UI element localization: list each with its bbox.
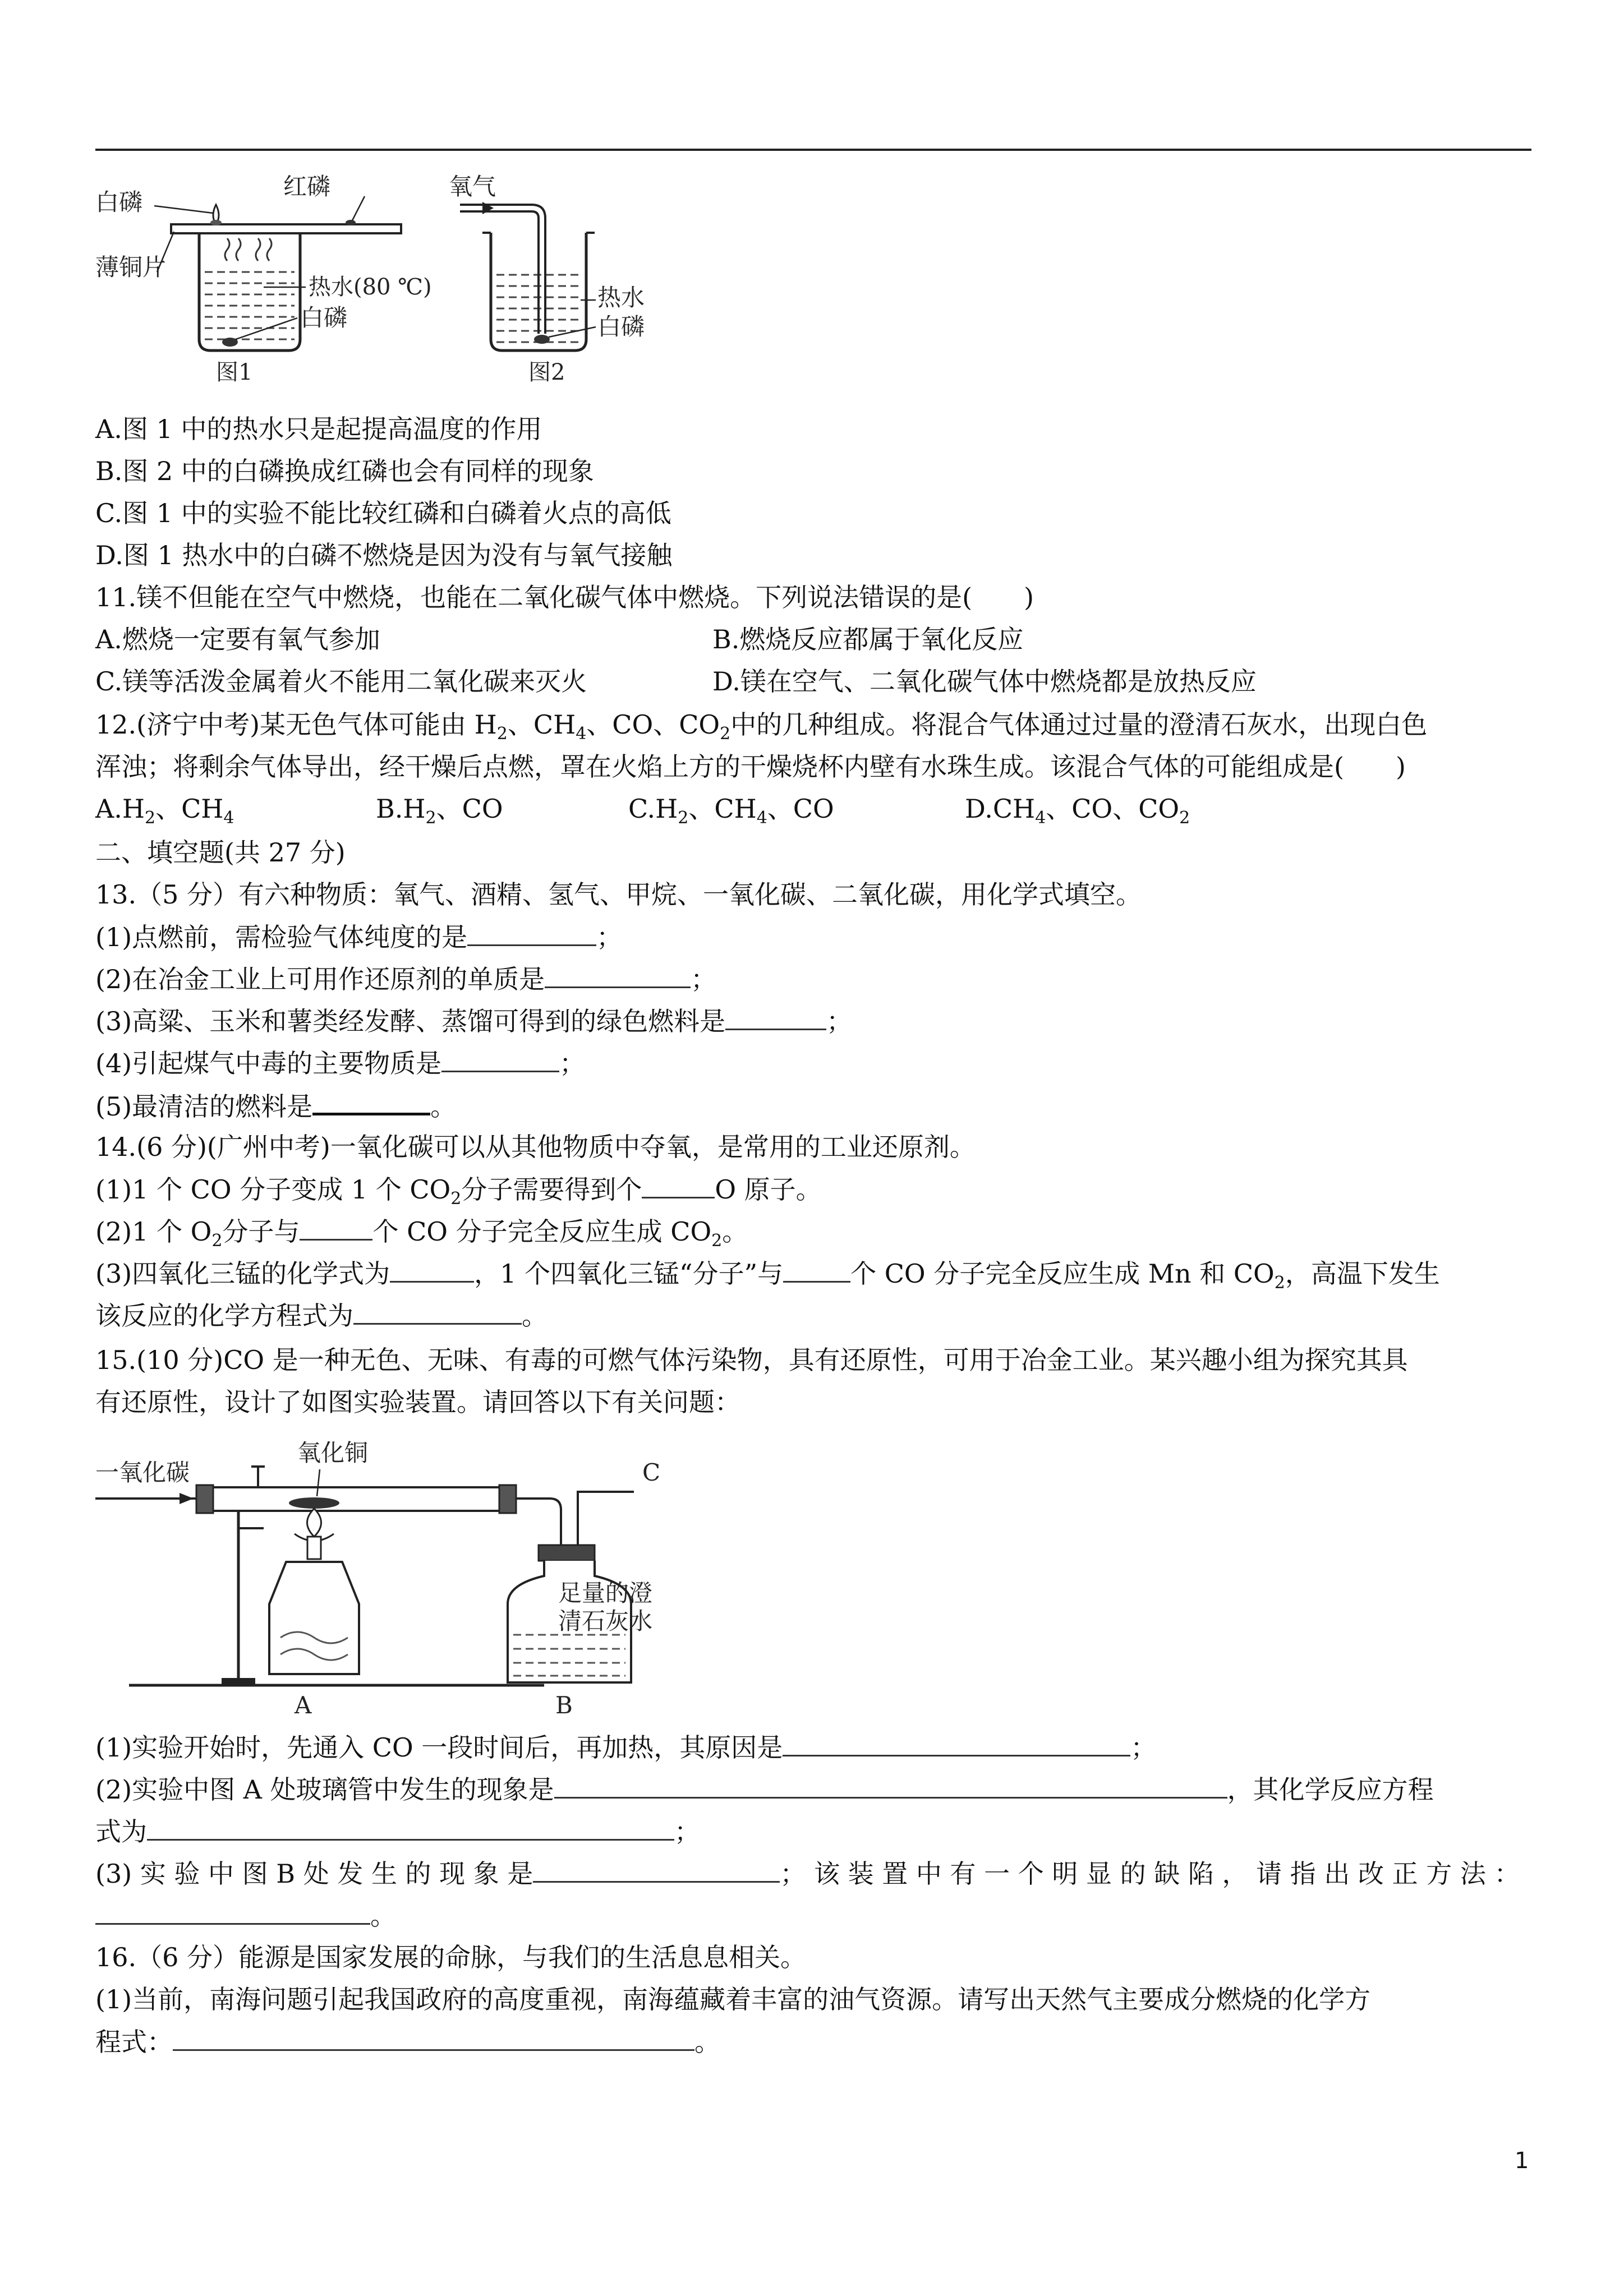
q11-option-b: B.燃烧反应都属于氧化反应 [712,624,1024,654]
q15-stem-line-1: 15.(10 分)CO 是一种无色、无味、有毒的可燃气体污染物，具有还原性，可用于冶金工业。某兴趣小组为探究其具 [95,1345,1408,1375]
q13-part-2: (2)在冶金工业上可用作还原剂的单质是 ； [95,962,716,996]
fig2-label-white-p: 白磷 [597,313,645,340]
fig1-label-white-p: 白磷 [95,188,143,216]
q14-blank-5[interactable] [353,1298,522,1325]
q12-option-c: $C.H_2$、$CH_4$、CO [628,794,834,828]
q11-option-c: C.镁等活泼金属着火不能用二氧化碳来灭火 [95,666,587,697]
q12-stem-line-1: 12.(济宁中考)某无色气体可能由 $H_2$、$CH_4$、CO、$CO_2$中的几种组成。将混合气体通过过量的澄清石灰水，出现白色 [95,709,1428,744]
q11-stem: 11.镁不但能在空气中燃烧，也能在二氧化碳气体中燃烧。下列说法错误的是( ) [95,582,1034,612]
q16-stem: 16.（6 分）能源是国家发展的命脉，与我们的生活息息相关。 [95,1942,807,1972]
q10-option-a: A.图 1 中的热水只是起提高温度的作用 [95,414,542,444]
q13-blank-1[interactable] [467,920,596,946]
q16-part-1-cont: 程式： 。 [95,2025,720,2059]
apparatus-label-cuo: 氧化铜 [297,1439,369,1467]
fig1-label-white-p-water: 白磷 [300,304,348,331]
fig1-label-hot-water: 热水(80 ℃) [309,274,432,300]
fig2-caption: 图2 [528,359,565,385]
q11-option-d: D.镁在空气、二氧化碳气体中燃烧都是放热反应 [712,666,1257,697]
q15-blank-3[interactable] [147,1814,674,1841]
q12-stem-line-2: 浑浊；将剩余气体导出，经干燥后点燃，罩在火焰上方的干燥烧杯内壁有水珠生成。该混合气体的可能组成是( ) [95,751,1406,782]
q14-blank-4[interactable] [783,1256,850,1283]
figure-1-drawing [95,171,443,390]
fig1-label-copper: 薄铜片 [95,253,167,281]
q13-blank-4[interactable] [441,1046,559,1072]
q15-blank-1[interactable] [783,1730,1130,1756]
q13-blank-5[interactable] [312,1088,430,1115]
q13-blank-3[interactable] [725,1004,826,1030]
q13-part-4: (4)引起煤气中毒的主要物质是 ； [95,1046,585,1080]
q15-part-2-cont: 式为 ； [95,1814,700,1848]
q15-part-1: (1)实验开始时，先通入 CO 一段时间后，再加热，其原因是 ； [95,1730,1156,1764]
apparatus-label-c: C [642,1459,661,1486]
q10-option-d: D.图 1 热水中的白磷不燃烧是因为没有与氧气接触 [95,540,673,570]
q14-blank-2[interactable] [300,1214,372,1241]
q13-part-3: (3)高粱、玉米和薯类经发酵、蒸馏可得到的绿色燃料是 ； [95,1004,852,1038]
q15-part-3-cont: 。 [95,1898,396,1933]
q15-part-3: (3) 实 验 中 图 B 处 发 生 的 现 象 是 ； 该 装 置 中 有 一 个 明 显 的 缺 陷 ， 请 指 出 改 正 方 法 ： [95,1856,1520,1891]
fig1-label-red-p: 红磷 [283,173,331,200]
figure-2-drawing [449,171,662,390]
apparatus-figure [95,1436,668,1722]
fig1-caption: 图1 [216,359,253,385]
fig2-label-hot-water: 热水 [597,284,645,311]
q13-blank-2[interactable] [545,962,691,988]
q16-part-1: (1)当前，南海问题引起我国政府的高度重视，南海蕴藏着丰富的油气资源。请写出天然气主要成分燃烧的化学方 [95,1984,1371,2014]
figure-2 [449,171,662,390]
q15-blank-4[interactable] [533,1856,780,1883]
q12-option-b: $B.H_2$、CO [376,794,503,828]
fig2-label-oxygen: 氧气 [449,173,496,200]
q11-option-a: A.燃烧一定要有氧气参加 [95,624,380,654]
apparatus-label-lime-1: 足量的澄 [558,1579,653,1607]
q14-part-3-cont: 该反应的化学方程式为 。 [95,1298,548,1333]
q14-part-3: (3)四氧化三锰的化学式为 ，1 个四氧化三锰“分子”与 个 CO 分子完全反应生成 Mn 和 $CO_2$，高温下发生 [95,1256,1440,1290]
q13-stem: 13.（5 分）有六种物质：氧气、酒精、氢气、甲烷、一氧化碳、二氧化碳，用化学式填空。 [95,879,1142,910]
header-rule [95,149,1531,151]
figure-1 [95,171,443,390]
q14-blank-3[interactable] [390,1256,474,1283]
q15-part-2: (2)实验中图 A 处玻璃管中发生的现象是 ，其化学反应方程 [95,1772,1434,1806]
page-number: 1 [1515,2148,1529,2174]
apparatus-label-co: 一氧化碳 [95,1459,190,1486]
apparatus-label-lime-2: 清石灰水 [558,1607,653,1635]
q15-stem-line-2: 有还原性，设计了如图实验装置。请回答以下有关问题： [95,1387,740,1417]
q10-option-b: B.图 2 中的白磷换成红磷也会有同样的现象 [95,456,594,486]
q12-option-d: $D.CH_4$、CO、$CO_2$ [965,794,1190,828]
q10-option-c: C.图 1 中的实验不能比较红磷和白磷着火点的高低 [95,498,671,528]
q15-blank-5[interactable] [95,1898,370,1925]
q16-blank-1[interactable] [173,2025,694,2051]
q13-part-1: (1)点燃前，需检验气体纯度的是 ； [95,920,622,954]
q12-option-a: $A.H_2$、$CH_4$ [95,794,234,828]
q14-stem: 14.(6 分)(广州中考)一氧化碳可以从其他物质中夺氧，是常用的工业还原剂。 [95,1132,976,1162]
apparatus-drawing [95,1436,668,1722]
q13-part-5: (5)最清洁的燃料是 。 [95,1088,456,1123]
q14-blank-1[interactable] [642,1172,715,1198]
q14-part-2: (2)1 个 $O_2$分子与 个 CO 分子完全反应生成 $CO_2$。 [95,1214,748,1248]
section-title: 二、填空题(共 27 分) [95,837,346,868]
q14-part-1: (1)1 个 CO 分子变成 1 个 $CO_2$分子需要得到个 O 原子。 [95,1172,822,1206]
apparatus-label-b: B [555,1691,573,1719]
apparatus-label-a: A [295,1691,312,1719]
q15-blank-2[interactable] [554,1772,1227,1799]
